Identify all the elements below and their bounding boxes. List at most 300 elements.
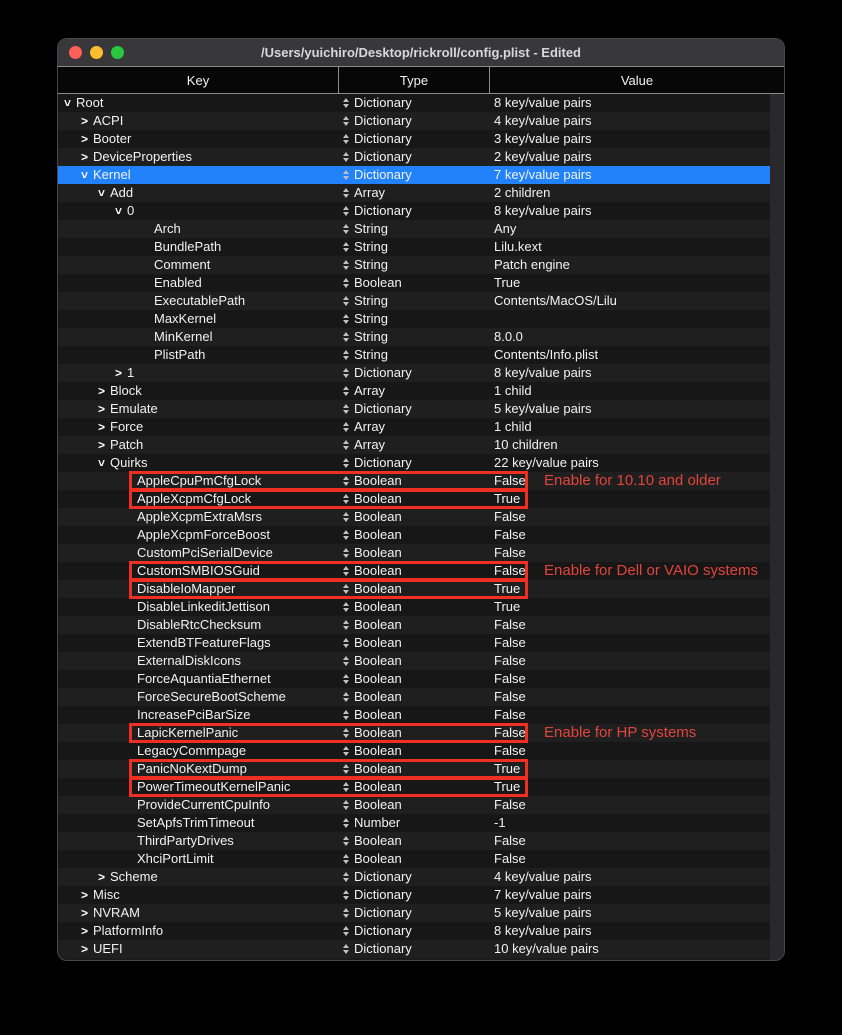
value-label: -1 <box>494 815 506 830</box>
type-cell[interactable] <box>338 706 489 724</box>
table-body <box>58 94 784 961</box>
table-row-kernel[interactable] <box>58 166 770 184</box>
value-cell[interactable] <box>489 112 770 130</box>
type-label: Boolean <box>354 779 402 794</box>
value-label: True <box>494 491 521 506</box>
value-cell[interactable] <box>489 670 770 688</box>
key-label: NVRAM <box>93 905 140 920</box>
value-label: False <box>494 707 526 722</box>
type-popup-stepper-icon <box>343 512 349 522</box>
scrollbar-track[interactable] <box>770 94 784 961</box>
value-cell[interactable] <box>489 238 770 256</box>
key-label: DisableLinkeditJettison <box>137 599 270 614</box>
type-label: Boolean <box>354 743 402 758</box>
value-label: False <box>494 743 526 758</box>
type-popup-stepper-icon <box>343 494 349 504</box>
type-popup-stepper-icon <box>343 386 349 396</box>
key-cell <box>58 940 338 958</box>
type-cell[interactable] <box>338 634 489 652</box>
type-cell[interactable] <box>338 166 489 184</box>
type-cell[interactable] <box>338 310 489 328</box>
value-label: False <box>494 671 526 686</box>
close-button[interactable] <box>69 46 82 59</box>
type-cell[interactable] <box>338 832 489 850</box>
value-label: False <box>494 509 526 524</box>
table-row-applexcpmextramsrs[interactable] <box>58 508 770 526</box>
table-row-xhciportlimit[interactable] <box>58 850 770 868</box>
key-cell <box>58 868 338 886</box>
type-cell[interactable] <box>338 904 489 922</box>
value-cell[interactable] <box>489 544 770 562</box>
type-cell[interactable] <box>338 760 489 778</box>
value-cell[interactable] <box>489 832 770 850</box>
value-label: Patch engine <box>494 257 570 272</box>
value-cell[interactable] <box>489 454 770 472</box>
type-label: Boolean <box>354 545 402 560</box>
key-label: Emulate <box>110 401 158 416</box>
key-cell <box>58 184 338 202</box>
table-row-lapickernelpanic[interactable] <box>58 724 770 742</box>
type-cell[interactable] <box>338 274 489 292</box>
value-label: 8 key/value pairs <box>494 923 592 938</box>
type-cell[interactable] <box>338 526 489 544</box>
value-cell[interactable] <box>489 256 770 274</box>
value-cell[interactable] <box>489 382 770 400</box>
value-label: 8 key/value pairs <box>494 203 592 218</box>
key-cell <box>58 508 338 526</box>
value-cell[interactable] <box>489 796 770 814</box>
disclosure-triangle-icon[interactable]: > <box>80 132 88 146</box>
value-cell[interactable] <box>489 778 770 796</box>
table-row-uefi[interactable] <box>58 940 770 958</box>
type-cell[interactable] <box>338 814 489 832</box>
value-cell[interactable] <box>489 274 770 292</box>
type-cell[interactable] <box>338 598 489 616</box>
key-cell <box>58 292 338 310</box>
table-row-disablelinkeditjettison[interactable] <box>58 598 770 616</box>
value-label: 5 key/value pairs <box>494 905 592 920</box>
disclosure-triangle-icon[interactable]: > <box>97 870 105 884</box>
type-cell[interactable] <box>338 508 489 526</box>
type-popup-stepper-icon <box>343 242 349 252</box>
value-cell[interactable] <box>489 724 770 742</box>
value-cell[interactable] <box>489 94 770 112</box>
table-row-increasepcibarsize[interactable] <box>58 706 770 724</box>
key-label: PlatformInfo <box>93 923 164 938</box>
key-cell <box>58 562 338 580</box>
type-popup-stepper-icon <box>343 368 349 378</box>
type-popup-stepper-icon <box>343 422 349 432</box>
table-row-block[interactable] <box>58 382 770 400</box>
value-cell[interactable] <box>489 328 770 346</box>
value-cell[interactable] <box>489 562 770 580</box>
type-label: Array <box>354 437 386 452</box>
disclosure-triangle-icon[interactable]: > <box>97 438 105 452</box>
type-cell[interactable] <box>338 382 489 400</box>
value-cell[interactable] <box>489 886 770 904</box>
type-popup-stepper-icon <box>343 584 349 594</box>
table-row-providecurrentcpuinfo[interactable] <box>58 796 770 814</box>
disclosure-triangle-icon[interactable]: > <box>111 207 126 215</box>
table-row-arch[interactable] <box>58 220 770 238</box>
type-cell[interactable] <box>338 940 489 958</box>
key-label: Enabled <box>154 275 202 290</box>
type-cell[interactable] <box>338 922 489 940</box>
value-cell[interactable] <box>489 652 770 670</box>
table-row-extendbtfeatureflags[interactable] <box>58 634 770 652</box>
annotation-note: Enable for 10.10 and older <box>544 472 721 489</box>
key-cell <box>58 328 338 346</box>
type-label: Boolean <box>354 275 402 290</box>
value-cell[interactable] <box>489 940 770 958</box>
value-cell[interactable] <box>489 922 770 940</box>
type-label: Array <box>354 419 386 434</box>
type-cell[interactable] <box>338 454 489 472</box>
value-label: False <box>494 725 526 740</box>
key-label: SetApfsTrimTimeout <box>137 815 255 830</box>
type-label: Boolean <box>354 599 402 614</box>
type-cell[interactable] <box>338 670 489 688</box>
type-cell[interactable] <box>338 130 489 148</box>
table-row-powertimeoutkernelpanic[interactable] <box>58 778 770 796</box>
table-row-panicnokextdump[interactable] <box>58 760 770 778</box>
table-row-applexcpmcfglock[interactable] <box>58 490 770 508</box>
type-popup-stepper-icon <box>343 152 349 162</box>
value-cell[interactable] <box>489 706 770 724</box>
type-label: Dictionary <box>354 887 412 902</box>
type-cell[interactable] <box>338 490 489 508</box>
key-cell <box>58 364 338 382</box>
value-cell[interactable] <box>489 436 770 454</box>
table-row-scheme[interactable] <box>58 868 770 886</box>
type-cell[interactable] <box>338 886 489 904</box>
type-popup-stepper-icon <box>343 854 349 864</box>
type-cell[interactable] <box>338 742 489 760</box>
type-popup-stepper-icon <box>343 656 349 666</box>
column-header-type[interactable]: Type <box>338 67 489 93</box>
value-cell[interactable] <box>489 526 770 544</box>
type-label: Boolean <box>354 707 402 722</box>
window-titlebar[interactable] <box>58 39 784 66</box>
value-cell[interactable] <box>489 850 770 868</box>
key-label: ProvideCurrentCpuInfo <box>137 797 270 812</box>
type-cell[interactable] <box>338 688 489 706</box>
type-popup-stepper-icon <box>343 314 349 324</box>
type-cell[interactable] <box>338 148 489 166</box>
key-label: PanicNoKextDump <box>137 761 247 776</box>
value-cell[interactable] <box>489 130 770 148</box>
key-label: ExternalDiskIcons <box>137 653 242 668</box>
value-cell[interactable] <box>489 472 770 490</box>
type-cell[interactable] <box>338 346 489 364</box>
value-label: 10 children <box>494 437 558 452</box>
value-label: True <box>494 581 521 596</box>
key-cell <box>58 814 338 832</box>
type-cell[interactable] <box>338 238 489 256</box>
type-popup-stepper-icon <box>343 782 349 792</box>
table-row-platforminfo[interactable] <box>58 922 770 940</box>
value-cell[interactable] <box>489 760 770 778</box>
key-label: ExtendBTFeatureFlags <box>137 635 271 650</box>
table-row-1[interactable] <box>58 364 770 382</box>
value-label: False <box>494 797 526 812</box>
type-label: Dictionary <box>354 401 412 416</box>
table-row-maxkernel[interactable] <box>58 310 770 328</box>
value-cell[interactable] <box>489 220 770 238</box>
type-popup-stepper-icon <box>343 908 349 918</box>
type-popup-stepper-icon <box>343 98 349 108</box>
plist-editor-window <box>57 38 785 961</box>
type-label: Dictionary <box>354 365 412 380</box>
table-row-deviceproperties[interactable] <box>58 148 770 166</box>
type-cell[interactable] <box>338 256 489 274</box>
table-row-enabled[interactable] <box>58 274 770 292</box>
zoom-button[interactable] <box>111 46 124 59</box>
table-row-patch[interactable] <box>58 436 770 454</box>
table-row-nvram[interactable] <box>58 904 770 922</box>
table-row-bundlepath[interactable] <box>58 238 770 256</box>
key-cell <box>58 436 338 454</box>
table-row-disableiomapper[interactable] <box>58 580 770 598</box>
value-label: 4 key/value pairs <box>494 869 592 884</box>
type-label: Boolean <box>354 833 402 848</box>
value-label: 3 key/value pairs <box>494 131 592 146</box>
value-cell[interactable] <box>489 400 770 418</box>
table-row-setapfstrimtimeout[interactable] <box>58 814 770 832</box>
key-label: Root <box>76 95 104 110</box>
table-row-externaldiskicons[interactable] <box>58 652 770 670</box>
key-cell <box>58 760 338 778</box>
table-row-forceaquantiaethernet[interactable] <box>58 670 770 688</box>
key-cell <box>58 472 338 490</box>
disclosure-triangle-icon[interactable]: > <box>80 924 88 938</box>
value-cell[interactable] <box>489 904 770 922</box>
value-cell[interactable] <box>489 346 770 364</box>
type-popup-stepper-icon <box>343 710 349 720</box>
key-label: Patch <box>110 437 144 452</box>
value-label: True <box>494 761 521 776</box>
type-cell[interactable] <box>338 418 489 436</box>
key-label: DeviceProperties <box>93 149 192 164</box>
key-label: ACPI <box>93 113 124 128</box>
table-header <box>58 66 784 94</box>
key-label: Force <box>110 419 144 434</box>
column-header-key[interactable]: Key <box>186 72 210 88</box>
type-cell[interactable] <box>338 364 489 382</box>
type-label: Dictionary <box>354 131 412 146</box>
table-row-0[interactable] <box>58 202 770 220</box>
type-cell[interactable] <box>338 580 489 598</box>
value-cell[interactable] <box>489 868 770 886</box>
type-cell[interactable] <box>338 112 489 130</box>
type-cell[interactable] <box>338 472 489 490</box>
table-row-quirks[interactable] <box>58 454 770 472</box>
disclosure-triangle-icon[interactable]: > <box>80 942 88 956</box>
value-label: False <box>494 617 526 632</box>
type-cell[interactable] <box>338 796 489 814</box>
type-cell[interactable] <box>338 778 489 796</box>
type-label: Dictionary <box>354 869 412 884</box>
minimize-button[interactable] <box>90 46 103 59</box>
disclosure-triangle-icon[interactable]: > <box>80 114 88 128</box>
key-cell <box>58 616 338 634</box>
value-label: Any <box>494 221 517 236</box>
key-label: Comment <box>154 257 211 272</box>
value-cell[interactable] <box>489 580 770 598</box>
disclosure-triangle-icon[interactable]: > <box>94 189 109 197</box>
table-row-misc[interactable] <box>58 886 770 904</box>
value-cell[interactable] <box>489 634 770 652</box>
plist-table-rows <box>58 94 770 958</box>
disclosure-triangle-icon[interactable]: > <box>60 99 75 107</box>
table-row-legacycommpage[interactable] <box>58 742 770 760</box>
key-label: AppleCpuPmCfgLock <box>137 473 262 488</box>
disclosure-triangle-icon[interactable]: > <box>80 888 88 902</box>
value-cell[interactable] <box>489 508 770 526</box>
value-label: True <box>494 599 521 614</box>
value-cell[interactable] <box>489 292 770 310</box>
value-cell[interactable] <box>489 688 770 706</box>
window-title: /Users/yuichiro/Desktop/rickroll/config.plist - Edited <box>260 45 581 60</box>
key-label: AppleXcpmForceBoost <box>137 527 270 542</box>
table-row-comment[interactable] <box>58 256 770 274</box>
disclosure-triangle-icon[interactable]: > <box>97 384 105 398</box>
type-cell[interactable] <box>338 436 489 454</box>
value-cell[interactable] <box>489 184 770 202</box>
column-header-value[interactable]: Value <box>489 67 784 93</box>
key-label: CustomPciSerialDevice <box>137 545 273 560</box>
value-cell[interactable] <box>489 166 770 184</box>
key-label: Scheme <box>110 869 158 884</box>
table-row-applexcpmforceboost[interactable] <box>58 526 770 544</box>
type-popup-stepper-icon <box>343 260 349 270</box>
type-popup-stepper-icon <box>343 674 349 684</box>
type-cell[interactable] <box>338 616 489 634</box>
type-cell[interactable] <box>338 94 489 112</box>
key-label: BundlePath <box>154 239 222 254</box>
value-label: False <box>494 635 526 650</box>
type-cell[interactable] <box>338 562 489 580</box>
key-cell <box>58 220 338 238</box>
type-cell[interactable] <box>338 328 489 346</box>
type-cell[interactable] <box>338 292 489 310</box>
value-cell[interactable] <box>489 598 770 616</box>
value-label: True <box>494 779 521 794</box>
type-cell[interactable] <box>338 184 489 202</box>
key-label: Block <box>110 383 142 398</box>
type-label: Boolean <box>354 797 402 812</box>
value-label: 10 key/value pairs <box>494 941 599 956</box>
table-row-disablertcchecksum[interactable] <box>58 616 770 634</box>
type-popup-stepper-icon <box>343 602 349 612</box>
type-popup-stepper-icon <box>343 350 349 360</box>
type-popup-stepper-icon <box>343 800 349 810</box>
value-cell[interactable] <box>489 310 770 328</box>
type-label: Dictionary <box>354 113 412 128</box>
key-label: XhciPortLimit <box>137 851 214 866</box>
key-label: LapicKernelPanic <box>137 725 239 740</box>
value-cell[interactable] <box>489 202 770 220</box>
type-cell[interactable] <box>338 868 489 886</box>
type-cell[interactable] <box>338 400 489 418</box>
disclosure-triangle-icon[interactable]: > <box>77 171 92 179</box>
type-label: String <box>354 221 388 236</box>
type-cell[interactable] <box>338 850 489 868</box>
type-label: Array <box>354 383 386 398</box>
key-cell <box>58 778 338 796</box>
table-row-minkernel[interactable] <box>58 328 770 346</box>
disclosure-triangle-icon[interactable]: > <box>80 150 88 164</box>
table-row-thirdpartydrives[interactable] <box>58 832 770 850</box>
value-label: False <box>494 851 526 866</box>
disclosure-triangle-icon[interactable]: > <box>94 459 109 467</box>
value-cell[interactable] <box>489 490 770 508</box>
key-label: CustomSMBIOSGuid <box>137 563 260 578</box>
value-label: True <box>494 275 521 290</box>
table-row-plistpath[interactable] <box>58 346 770 364</box>
key-label: DisableRtcChecksum <box>137 617 262 632</box>
key-label: ExecutablePath <box>154 293 246 308</box>
key-label: 1 <box>127 365 135 380</box>
disclosure-triangle-icon[interactable]: > <box>80 906 88 920</box>
key-cell <box>58 112 338 130</box>
value-label: 7 key/value pairs <box>494 167 592 182</box>
disclosure-triangle-icon[interactable]: > <box>97 420 105 434</box>
table-row-booter[interactable] <box>58 130 770 148</box>
type-label: Boolean <box>354 527 402 542</box>
type-popup-stepper-icon <box>343 170 349 180</box>
table-row-customsmbiosguid[interactable] <box>58 562 770 580</box>
table-row-custompciserialdevice[interactable] <box>58 544 770 562</box>
value-cell[interactable] <box>489 418 770 436</box>
value-cell[interactable] <box>489 742 770 760</box>
key-cell <box>58 346 338 364</box>
value-label: 8 key/value pairs <box>494 365 592 380</box>
key-cell <box>58 706 338 724</box>
type-cell[interactable] <box>338 724 489 742</box>
disclosure-triangle-icon[interactable]: > <box>114 366 122 380</box>
type-cell[interactable] <box>338 202 489 220</box>
key-cell <box>58 742 338 760</box>
disclosure-triangle-icon[interactable]: > <box>97 402 105 416</box>
type-label: Dictionary <box>354 923 412 938</box>
table-row-emulate[interactable] <box>58 400 770 418</box>
table-row-acpi[interactable] <box>58 112 770 130</box>
table-row-applecpupmcfglock[interactable] <box>58 472 770 490</box>
type-cell[interactable] <box>338 652 489 670</box>
type-label: Array <box>354 185 386 200</box>
value-cell[interactable] <box>489 814 770 832</box>
value-cell[interactable] <box>489 364 770 382</box>
type-cell[interactable] <box>338 220 489 238</box>
value-label: 5 key/value pairs <box>494 401 592 416</box>
table-row-forcesecurebootscheme[interactable] <box>58 688 770 706</box>
table-row-add[interactable] <box>58 184 770 202</box>
key-cell <box>58 670 338 688</box>
type-cell[interactable] <box>338 544 489 562</box>
table-row-root[interactable] <box>58 94 770 112</box>
type-label: String <box>354 257 388 272</box>
type-popup-stepper-icon <box>343 944 349 954</box>
key-cell <box>58 886 338 904</box>
value-cell[interactable] <box>489 148 770 166</box>
annotation-note: Enable for Dell or VAIO systems <box>544 562 758 579</box>
table-row-force[interactable] <box>58 418 770 436</box>
type-popup-stepper-icon <box>343 890 349 900</box>
table-row-executablepath[interactable] <box>58 292 770 310</box>
value-cell[interactable] <box>489 616 770 634</box>
key-cell <box>58 796 338 814</box>
